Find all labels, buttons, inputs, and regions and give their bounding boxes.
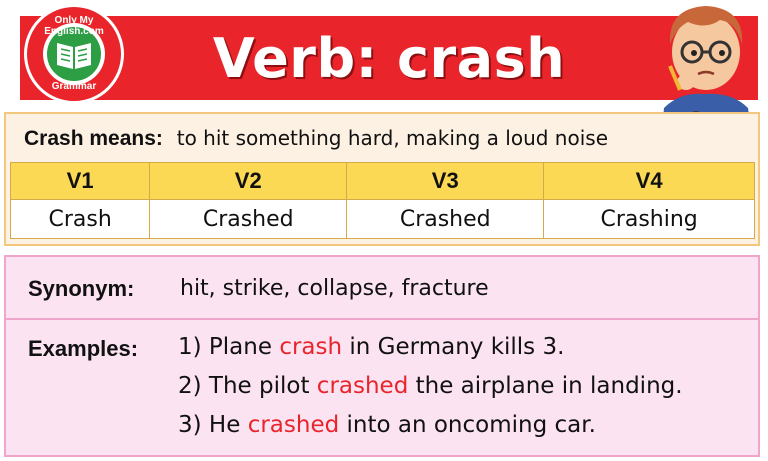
example-sentence-1 [178, 334, 564, 360]
meaning-row [24, 126, 608, 151]
example-suffix: into an oncoming car. [339, 412, 596, 438]
meaning-label: Crash means: [24, 127, 163, 150]
example-prefix: 1) Plane [178, 334, 280, 360]
form-value-v1: Crash [11, 200, 150, 239]
site-logo[interactable] [24, 4, 124, 104]
example-prefix: 3) He [178, 412, 248, 438]
form-header-v1: V1 [11, 163, 150, 200]
verb-forms-table [10, 162, 755, 239]
form-value-v3: Crashed [347, 200, 544, 239]
form-header-v4: V4 [544, 163, 755, 200]
example-sentence-3 [178, 412, 596, 438]
example-suffix: in Germany kills 3. [342, 334, 565, 360]
forms-value-row [11, 200, 755, 239]
forms-header-row [11, 163, 755, 200]
example-suffix: the airplane in landing. [408, 373, 683, 399]
form-value-v4: Crashing [544, 200, 755, 239]
example-highlight: crashed [247, 412, 340, 438]
logo-subtitle: Grammar [51, 81, 97, 92]
section-divider [4, 318, 760, 320]
example-sentence-2 [178, 373, 683, 399]
form-value-v2: Crashed [150, 200, 347, 239]
example-highlight: crash [279, 334, 343, 360]
page-title: Verb: crash [212, 27, 566, 90]
synonym-text: hit, strike, collapse, fracture [180, 276, 489, 301]
meaning-text: to hit something hard, making a loud noise [176, 126, 608, 150]
logo-site-name: Only My English.com [44, 15, 104, 37]
form-header-v2: V2 [150, 163, 347, 200]
example-prefix: 2) The pilot [178, 373, 317, 399]
example-highlight: crashed [316, 373, 409, 399]
examples-label: Examples: [28, 336, 139, 361]
synonym-label: Synonym: [28, 276, 135, 301]
form-header-v3: V3 [347, 163, 544, 200]
